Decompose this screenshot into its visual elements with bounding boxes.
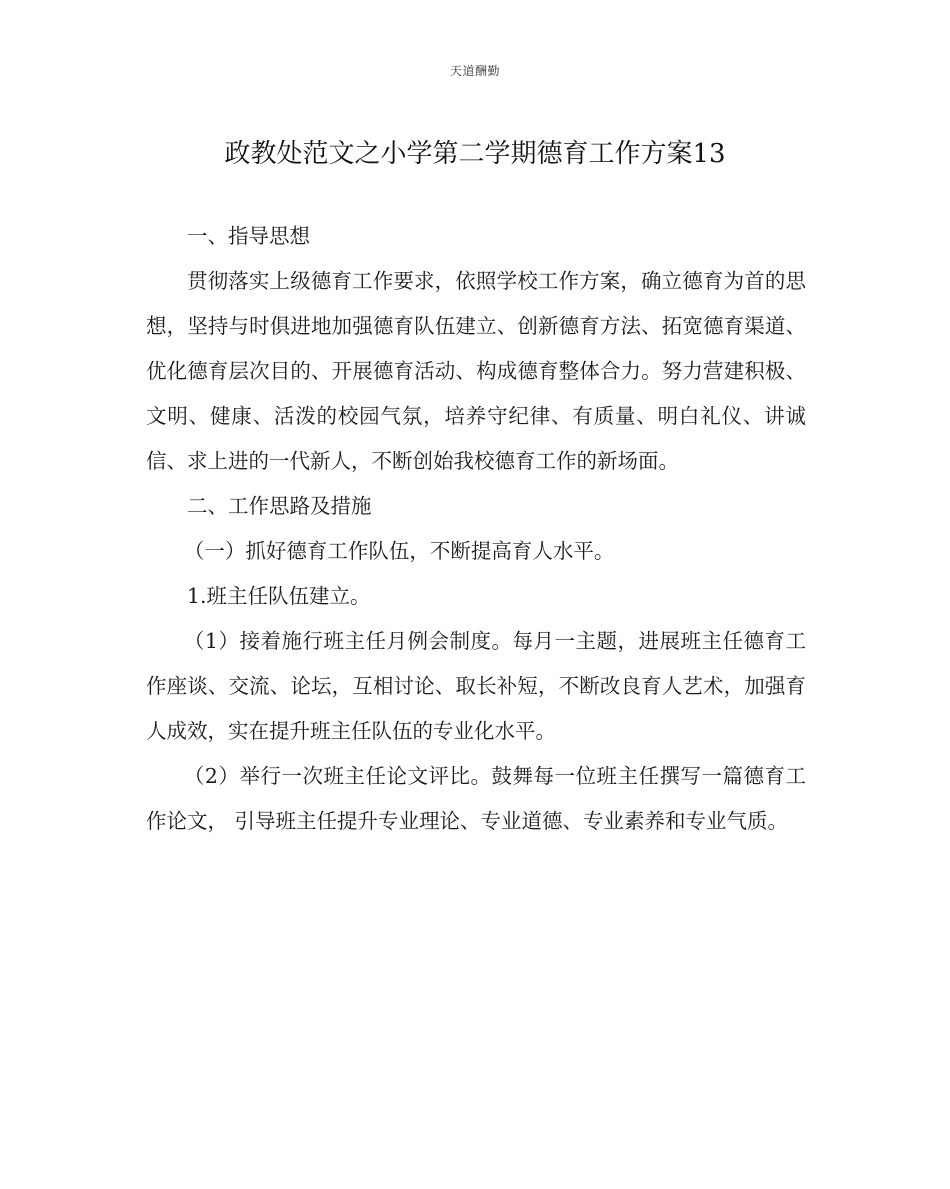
subheading-team-building: （一）抓好德育工作队伍，不断提高育人水平。 [183,539,615,563]
list-item-monthly-meeting: （1）接着施行班主任月例会制度。每月一主题，进展班主任德育工作座谈、交流、论坛，互相讨论、取长补短，不断改良育人艺术，加强育人成效，实在提升班主任队伍的专业化水平。 [146,629,806,743]
document-body [146,214,806,844]
page-header: 天道酬勤 [449,64,500,78]
item-title-head-teacher-team: 1.班主任队伍建立。 [187,584,371,608]
list-item-paper-competition: （2）举行一次班主任论文评比。鼓舞每一位班主任撰写一篇德育工作论文， 引导班主任提升专业理论、专业道德、专业素养和专业气质。 [146,764,806,833]
section-heading-work-approach: 二、工作思路及措施 [187,494,372,518]
document-title: 政教处范文之小学第二学期德育工作方案13 [224,139,726,169]
section-heading-guiding-ideology: 一、指导思想 [187,224,310,248]
paragraph-guiding-ideology: 贯彻落实上级德育工作要求，依照学校工作方案，确立德育为首的思想，坚持与时俱进地加强德育队伍建立、创新德育方法、拓宽德育渠道、优化德育层次目的、开展德育活动、构成德育整体合力。努力营建积极、文明、健康、活泼的校园气氛，培养守纪律、有质量、明白礼仪、讲诚信、求上进的一代新人，不断创始我校德育工作的新场面。 [146,269,806,473]
